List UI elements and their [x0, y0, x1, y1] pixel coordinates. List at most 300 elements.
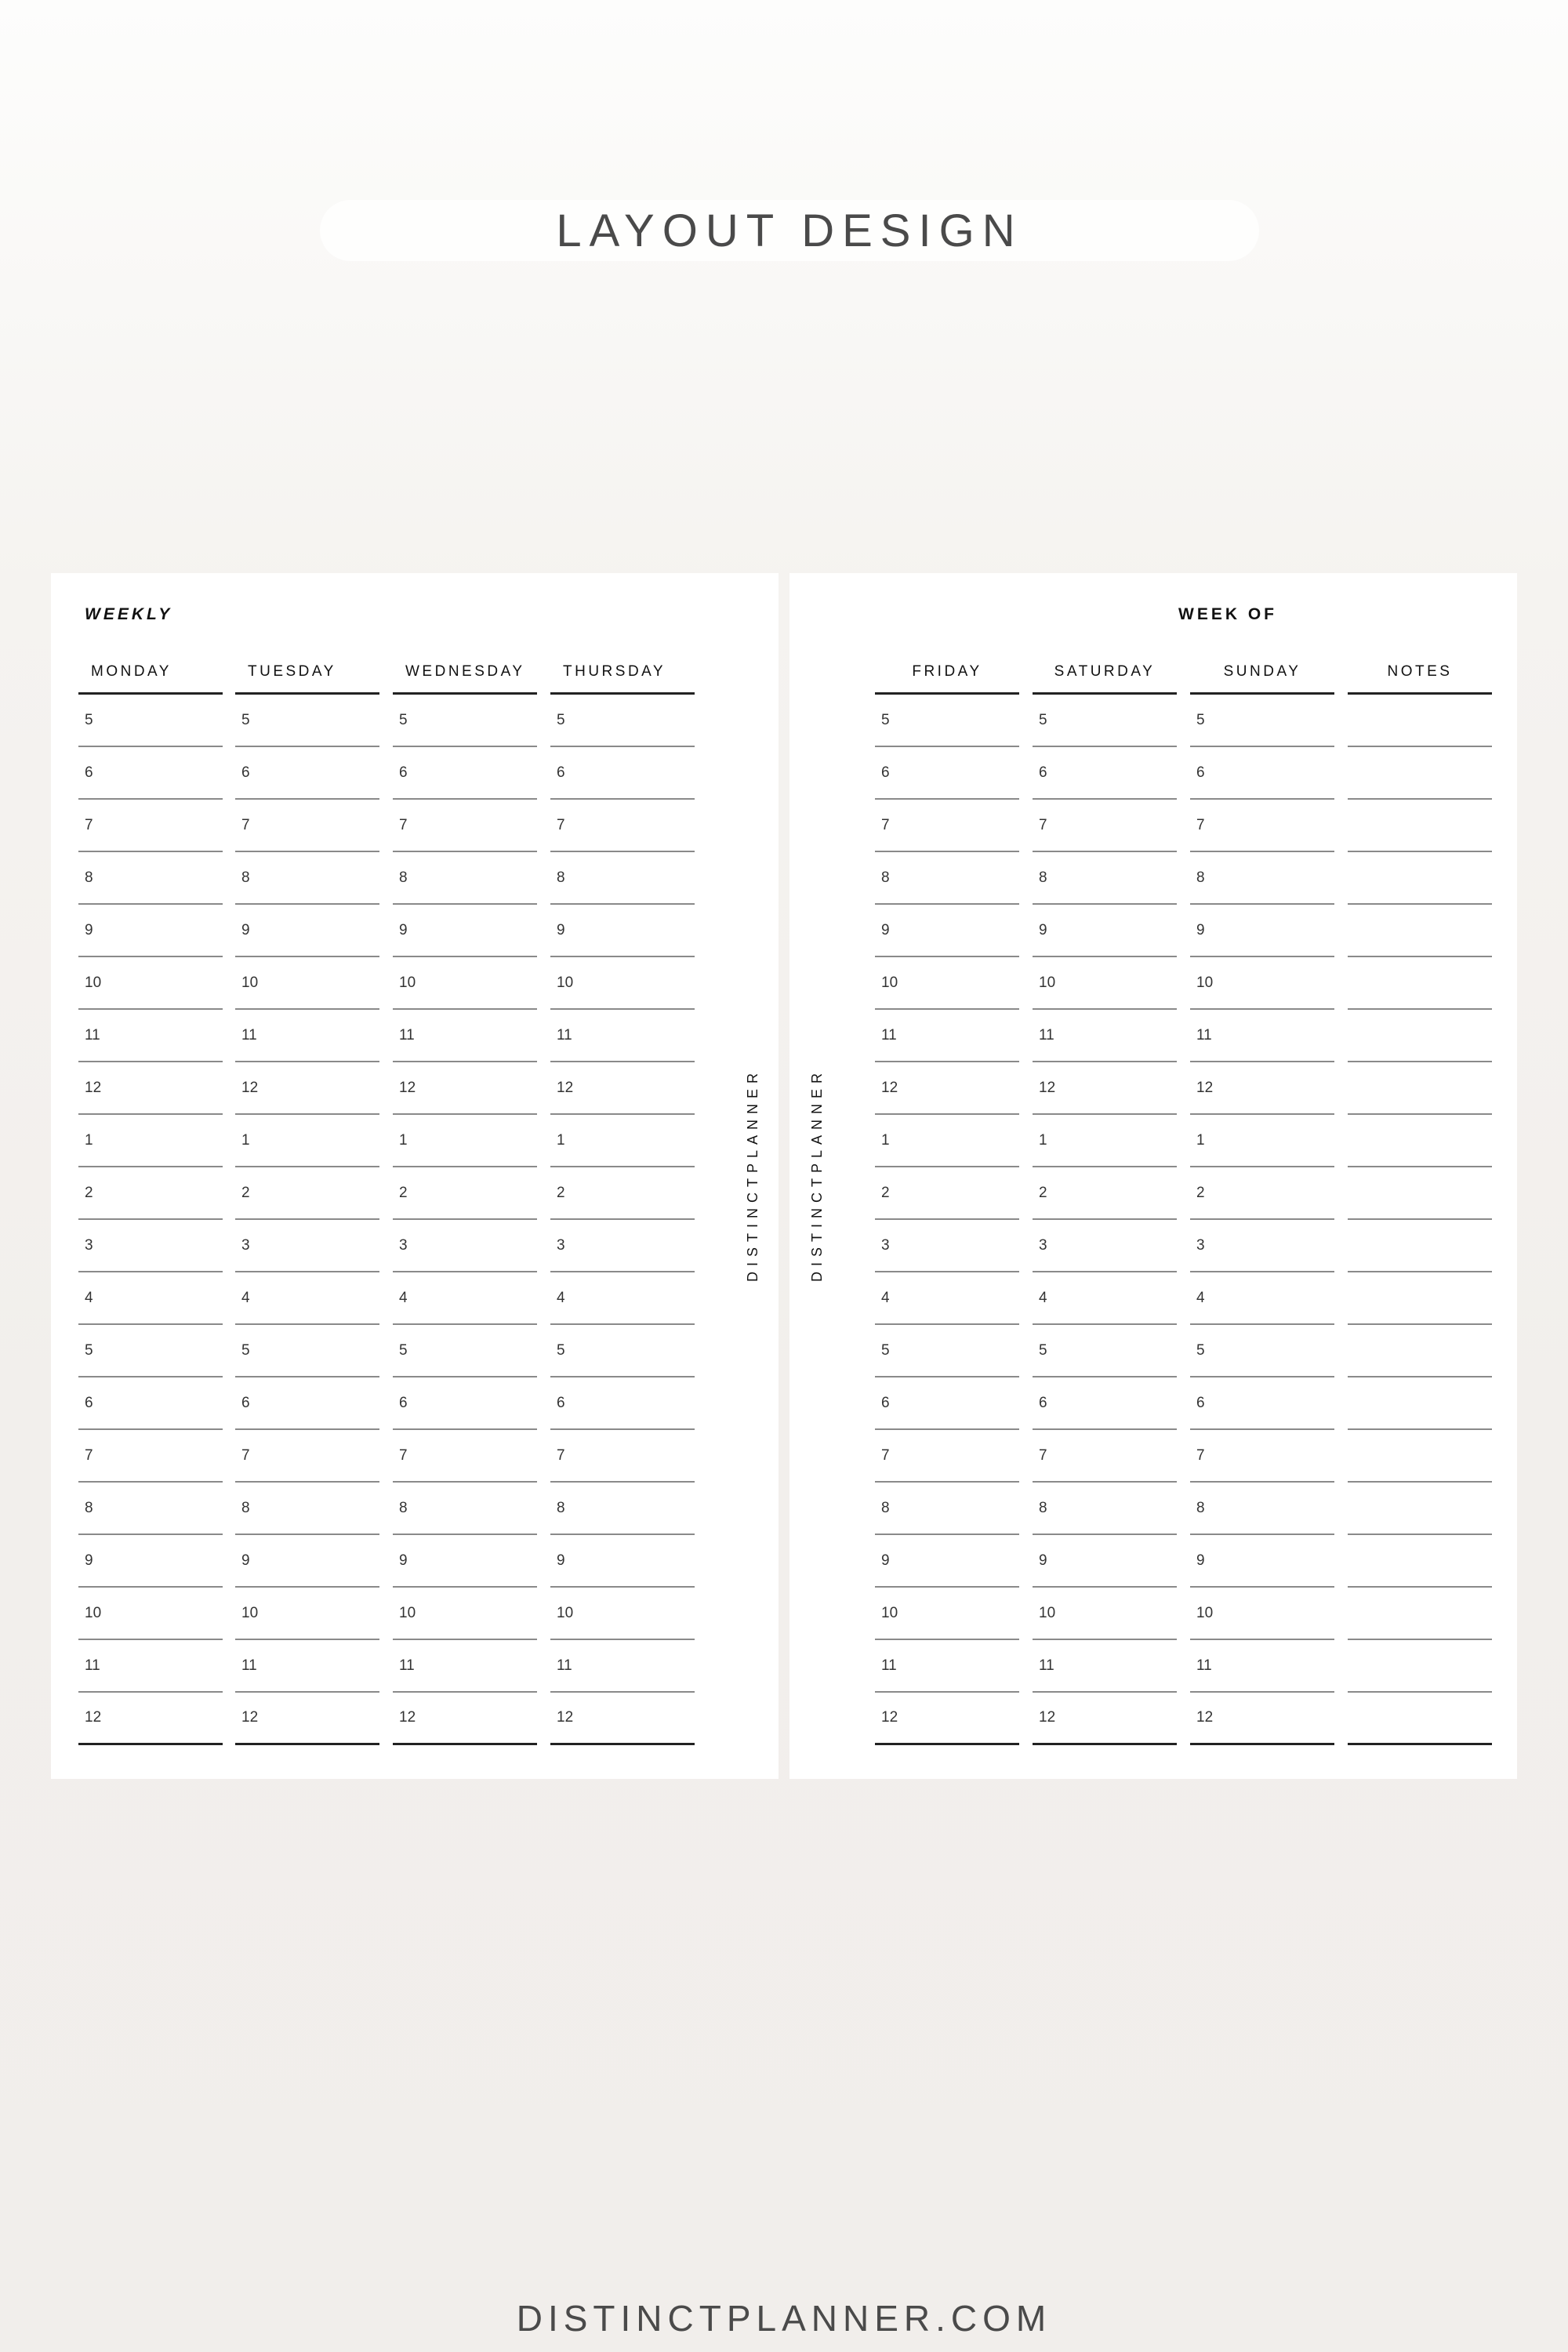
- hour-row[interactable]: [1033, 1220, 1177, 1272]
- hour-label: 5: [399, 711, 408, 728]
- hour-label: 5: [1196, 1341, 1205, 1359]
- hour-row[interactable]: [78, 1483, 223, 1535]
- hour-label: 5: [1196, 711, 1205, 728]
- hour-label: 11: [557, 1026, 572, 1044]
- hour-row[interactable]: [1033, 1588, 1177, 1640]
- hour-row[interactable]: [393, 1377, 537, 1430]
- hour-label: 7: [241, 1446, 250, 1464]
- hour-label: 9: [1196, 1552, 1205, 1569]
- hour-row[interactable]: [550, 1010, 695, 1062]
- hour-label: 5: [881, 1341, 890, 1359]
- hour-row[interactable]: [550, 1167, 695, 1220]
- hour-row[interactable]: [1190, 1062, 1334, 1115]
- hour-label: 2: [399, 1184, 408, 1201]
- hour-row[interactable]: [393, 747, 537, 800]
- hour-label: 11: [1196, 1026, 1212, 1044]
- hour-row[interactable]: [875, 1535, 1019, 1588]
- hour-row[interactable]: [875, 852, 1019, 905]
- notes-line[interactable]: [1348, 800, 1492, 852]
- hour-label: 12: [881, 1079, 898, 1096]
- hour-row[interactable]: [1190, 747, 1334, 800]
- hour-row[interactable]: [1033, 1693, 1177, 1745]
- notes-line[interactable]: [1348, 747, 1492, 800]
- notes-line[interactable]: [1348, 1483, 1492, 1535]
- hour-row[interactable]: [235, 957, 379, 1010]
- hour-row[interactable]: [235, 852, 379, 905]
- hour-label: 12: [241, 1079, 259, 1096]
- sunday-column: [1190, 651, 1334, 1745]
- hour-label: 10: [881, 974, 898, 991]
- saturday-column: [1033, 651, 1177, 1745]
- hour-label: 10: [241, 1604, 259, 1621]
- hour-row[interactable]: [875, 905, 1019, 957]
- hour-label: 11: [241, 1026, 257, 1044]
- notes-line[interactable]: [1348, 1062, 1492, 1115]
- hour-row[interactable]: [875, 1483, 1019, 1535]
- hour-label: 9: [881, 921, 890, 938]
- hour-label: 8: [881, 869, 890, 886]
- hour-label: 12: [1196, 1709, 1214, 1726]
- hour-row[interactable]: [1190, 957, 1334, 1010]
- hour-label: 1: [1196, 1131, 1205, 1149]
- hour-label: 8: [399, 1499, 408, 1516]
- hour-label: 2: [1039, 1184, 1047, 1201]
- friday-column: [875, 651, 1019, 1745]
- hour-label: 10: [1196, 974, 1214, 991]
- notes-line[interactable]: [1348, 905, 1492, 957]
- hour-label: 6: [557, 1394, 565, 1411]
- hour-label: 5: [241, 1341, 250, 1359]
- hour-row[interactable]: [235, 1588, 379, 1640]
- hour-row[interactable]: [235, 1693, 379, 1745]
- hour-row[interactable]: [235, 695, 379, 747]
- hour-row[interactable]: [78, 957, 223, 1010]
- wednesday-column: [393, 651, 537, 1745]
- wednesday-header: WEDNESDAY: [393, 651, 537, 695]
- hour-label: 3: [881, 1236, 890, 1254]
- hour-row[interactable]: [875, 1325, 1019, 1377]
- hour-row[interactable]: [78, 1377, 223, 1430]
- hour-label: 11: [881, 1657, 897, 1674]
- hour-row[interactable]: [1033, 695, 1177, 747]
- website-footer: DISTINCTPLANNER.COM: [516, 2298, 1052, 2339]
- hour-label: 8: [399, 869, 408, 886]
- hour-label: 4: [557, 1289, 565, 1306]
- hour-label: 7: [1196, 1446, 1205, 1464]
- hour-label: 5: [881, 711, 890, 728]
- hour-label: 8: [1196, 1499, 1205, 1516]
- hour-label: 7: [881, 816, 890, 833]
- hour-row[interactable]: [1033, 1167, 1177, 1220]
- hour-row[interactable]: [1033, 1535, 1177, 1588]
- hour-row[interactable]: [393, 1588, 537, 1640]
- hour-label: 10: [1196, 1604, 1214, 1621]
- hour-row[interactable]: [393, 1062, 537, 1115]
- hour-row[interactable]: [550, 1430, 695, 1483]
- hour-row[interactable]: [393, 1693, 537, 1745]
- hour-row[interactable]: [550, 800, 695, 852]
- hour-row[interactable]: [1033, 1483, 1177, 1535]
- hour-label: 9: [241, 921, 250, 938]
- hour-row[interactable]: [78, 1693, 223, 1745]
- hour-label: 12: [85, 1079, 102, 1096]
- hour-row[interactable]: [393, 695, 537, 747]
- hour-label: 4: [1039, 1289, 1047, 1306]
- hour-label: 7: [241, 816, 250, 833]
- hour-row[interactable]: [235, 1430, 379, 1483]
- hour-label: 9: [399, 921, 408, 938]
- hour-row[interactable]: [235, 800, 379, 852]
- hour-row[interactable]: [875, 1220, 1019, 1272]
- hour-label: 5: [399, 1341, 408, 1359]
- hour-label: 6: [881, 764, 890, 781]
- hour-row[interactable]: [78, 1430, 223, 1483]
- friday-header: FRIDAY: [875, 651, 1019, 695]
- left-side-brand: [742, 1061, 765, 1288]
- hour-row[interactable]: [78, 1588, 223, 1640]
- hour-row[interactable]: [875, 1062, 1019, 1115]
- hour-label: 6: [85, 764, 93, 781]
- hour-row[interactable]: [1033, 957, 1177, 1010]
- hour-row[interactable]: [78, 1010, 223, 1062]
- hour-row[interactable]: [78, 1167, 223, 1220]
- hour-row[interactable]: [78, 695, 223, 747]
- hour-row[interactable]: [393, 1167, 537, 1220]
- hour-row[interactable]: [1190, 1483, 1334, 1535]
- hour-row[interactable]: [78, 1220, 223, 1272]
- thursday-column: [550, 651, 695, 1745]
- monday-header: MONDAY: [78, 651, 223, 695]
- hour-row[interactable]: [78, 1535, 223, 1588]
- hour-label: 1: [881, 1131, 890, 1149]
- notes-line[interactable]: [1348, 1010, 1492, 1062]
- hour-row[interactable]: [1033, 1010, 1177, 1062]
- hour-row[interactable]: [235, 1062, 379, 1115]
- hour-label: 12: [85, 1709, 102, 1726]
- hour-label: 12: [557, 1709, 574, 1726]
- hour-row[interactable]: [393, 1483, 537, 1535]
- notes-line[interactable]: [1348, 957, 1492, 1010]
- hour-row[interactable]: [1033, 1325, 1177, 1377]
- hour-row[interactable]: [393, 852, 537, 905]
- hour-row[interactable]: [550, 852, 695, 905]
- hour-row[interactable]: [235, 1115, 379, 1167]
- notes-column: [1348, 651, 1492, 1745]
- notes-line[interactable]: [1348, 1220, 1492, 1272]
- hour-row[interactable]: [1033, 1430, 1177, 1483]
- hour-row[interactable]: [550, 1220, 695, 1272]
- hour-row[interactable]: [550, 1535, 695, 1588]
- hour-row[interactable]: [1033, 905, 1177, 957]
- hour-row[interactable]: [393, 1535, 537, 1588]
- notes-line[interactable]: [1348, 1588, 1492, 1640]
- sunday-header: SUNDAY: [1190, 651, 1334, 695]
- hour-row[interactable]: [78, 800, 223, 852]
- side-brand-text: DISTINCTPLANNER: [809, 1067, 826, 1282]
- hour-label: 12: [557, 1079, 574, 1096]
- hour-label: 4: [399, 1289, 408, 1306]
- notes-line[interactable]: [1348, 1167, 1492, 1220]
- hour-label: 8: [1039, 869, 1047, 886]
- hour-row[interactable]: [875, 1115, 1019, 1167]
- hour-row[interactable]: [235, 1010, 379, 1062]
- hour-row[interactable]: [393, 800, 537, 852]
- hour-row[interactable]: [235, 747, 379, 800]
- hour-row[interactable]: [393, 1430, 537, 1483]
- hour-label: 10: [241, 974, 259, 991]
- hour-row[interactable]: [550, 695, 695, 747]
- hour-row[interactable]: [1190, 800, 1334, 852]
- hour-label: 5: [241, 711, 250, 728]
- hour-label: 6: [399, 764, 408, 781]
- hour-row[interactable]: [393, 1115, 537, 1167]
- hour-label: 9: [881, 1552, 890, 1569]
- hour-label: 7: [85, 1446, 93, 1464]
- hour-label: 7: [399, 816, 408, 833]
- hour-label: 6: [1039, 1394, 1047, 1411]
- hour-label: 11: [241, 1657, 257, 1674]
- hour-label: 11: [1196, 1657, 1212, 1674]
- hour-row[interactable]: [550, 1483, 695, 1535]
- hour-row[interactable]: [875, 1693, 1019, 1745]
- hour-row[interactable]: [875, 1272, 1019, 1325]
- weekly-title: WEEKLY: [85, 605, 173, 623]
- hour-label: 9: [1196, 921, 1205, 938]
- hour-row[interactable]: [1033, 747, 1177, 800]
- hour-row[interactable]: [235, 1377, 379, 1430]
- hour-row[interactable]: [393, 1325, 537, 1377]
- notes-header: NOTES: [1348, 651, 1492, 695]
- hour-row[interactable]: [393, 1010, 537, 1062]
- hour-label: 7: [1039, 1446, 1047, 1464]
- hour-label: 8: [881, 1499, 890, 1516]
- hour-row[interactable]: [1190, 1640, 1334, 1693]
- hour-label: 3: [399, 1236, 408, 1254]
- hour-row[interactable]: [875, 800, 1019, 852]
- hour-label: 6: [1196, 1394, 1205, 1411]
- hour-row[interactable]: [550, 905, 695, 957]
- hour-row[interactable]: [235, 1272, 379, 1325]
- hour-row[interactable]: [875, 747, 1019, 800]
- hour-label: 4: [241, 1289, 250, 1306]
- hour-row[interactable]: [875, 1377, 1019, 1430]
- right-side-brand: [806, 1061, 829, 1288]
- hour-row[interactable]: [78, 1640, 223, 1693]
- hour-row[interactable]: [1033, 1272, 1177, 1325]
- hour-label: 7: [1039, 816, 1047, 833]
- hour-row[interactable]: [393, 1220, 537, 1272]
- notes-line[interactable]: [1348, 1377, 1492, 1430]
- hour-label: 3: [557, 1236, 565, 1254]
- hour-label: 7: [399, 1446, 408, 1464]
- hour-label: 6: [1196, 764, 1205, 781]
- hour-label: 5: [1039, 1341, 1047, 1359]
- hour-label: 8: [241, 869, 250, 886]
- notes-line[interactable]: [1348, 1272, 1492, 1325]
- hour-label: 11: [1039, 1657, 1054, 1674]
- hour-row[interactable]: [78, 747, 223, 800]
- hour-label: 10: [399, 974, 416, 991]
- hour-row[interactable]: [550, 1272, 695, 1325]
- hour-row[interactable]: [78, 852, 223, 905]
- hour-label: 7: [557, 816, 565, 833]
- hour-row[interactable]: [78, 1115, 223, 1167]
- hour-label: 10: [1039, 974, 1056, 991]
- hour-row[interactable]: [1190, 1430, 1334, 1483]
- hour-label: 1: [85, 1131, 93, 1149]
- hour-row[interactable]: [550, 1062, 695, 1115]
- hour-row[interactable]: [393, 1272, 537, 1325]
- hour-label: 7: [1196, 816, 1205, 833]
- hour-row[interactable]: [78, 1062, 223, 1115]
- hour-row[interactable]: [1190, 852, 1334, 905]
- hour-row[interactable]: [1190, 905, 1334, 957]
- hour-row[interactable]: [1190, 1167, 1334, 1220]
- tuesday-header: TUESDAY: [235, 651, 379, 695]
- hour-label: 3: [85, 1236, 93, 1254]
- hour-row[interactable]: [78, 905, 223, 957]
- hour-row[interactable]: [393, 1640, 537, 1693]
- hour-row[interactable]: [78, 1272, 223, 1325]
- hour-row[interactable]: [875, 957, 1019, 1010]
- week-of-label: WEEK OF: [1178, 605, 1277, 623]
- hour-row[interactable]: [1190, 1325, 1334, 1377]
- hour-label: 9: [557, 921, 565, 938]
- tuesday-column: [235, 651, 379, 1745]
- hour-row[interactable]: [235, 905, 379, 957]
- hour-label: 6: [881, 1394, 890, 1411]
- hour-row[interactable]: [550, 957, 695, 1010]
- hour-label: 6: [1039, 764, 1047, 781]
- hour-label: 1: [241, 1131, 250, 1149]
- hour-row[interactable]: [393, 905, 537, 957]
- title-banner: [320, 200, 1259, 261]
- notes-line[interactable]: [1348, 695, 1492, 747]
- side-brand-text: DISTINCTPLANNER: [745, 1067, 761, 1282]
- hour-row[interactable]: [550, 1640, 695, 1693]
- hour-row[interactable]: [550, 1377, 695, 1430]
- notes-line[interactable]: [1348, 1693, 1492, 1745]
- hour-row[interactable]: [875, 1430, 1019, 1483]
- hour-label: 6: [85, 1394, 93, 1411]
- hour-label: 12: [399, 1079, 416, 1096]
- hour-row[interactable]: [235, 1167, 379, 1220]
- notes-line[interactable]: [1348, 1325, 1492, 1377]
- hour-row[interactable]: [1190, 695, 1334, 747]
- hour-label: 8: [241, 1499, 250, 1516]
- hour-label: 10: [1039, 1604, 1056, 1621]
- hour-label: 10: [399, 1604, 416, 1621]
- hour-row[interactable]: [550, 1325, 695, 1377]
- notes-line[interactable]: [1348, 1115, 1492, 1167]
- hour-row[interactable]: [393, 957, 537, 1010]
- hour-row[interactable]: [1033, 1640, 1177, 1693]
- hour-row[interactable]: [235, 1325, 379, 1377]
- hour-row[interactable]: [1190, 1272, 1334, 1325]
- hour-label: 5: [85, 1341, 93, 1359]
- hour-label: 2: [881, 1184, 890, 1201]
- hour-label: 5: [85, 711, 93, 728]
- hour-row[interactable]: [550, 1693, 695, 1745]
- hour-row[interactable]: [235, 1483, 379, 1535]
- hour-row[interactable]: [1190, 1535, 1334, 1588]
- hour-label: 6: [557, 764, 565, 781]
- notes-line[interactable]: [1348, 852, 1492, 905]
- hour-label: 9: [85, 921, 93, 938]
- hour-row[interactable]: [875, 1640, 1019, 1693]
- hour-label: 6: [241, 764, 250, 781]
- hour-label: 9: [557, 1552, 565, 1569]
- hour-row[interactable]: [1033, 1377, 1177, 1430]
- hour-row[interactable]: [875, 1588, 1019, 1640]
- hour-row[interactable]: [875, 1010, 1019, 1062]
- hour-row[interactable]: [1033, 1062, 1177, 1115]
- hour-label: 6: [399, 1394, 408, 1411]
- hour-label: 9: [1039, 921, 1047, 938]
- hour-label: 12: [1039, 1079, 1056, 1096]
- hour-label: 5: [557, 711, 565, 728]
- monday-column: [78, 651, 223, 1745]
- hour-label: 3: [1196, 1236, 1205, 1254]
- hour-label: 10: [557, 1604, 574, 1621]
- hour-label: 12: [1196, 1079, 1214, 1096]
- hour-label: 11: [85, 1026, 100, 1044]
- hour-label: 12: [399, 1709, 416, 1726]
- hour-row[interactable]: [78, 1325, 223, 1377]
- hour-label: 11: [399, 1026, 415, 1044]
- hour-label: 8: [1039, 1499, 1047, 1516]
- thursday-header: THURSDAY: [550, 651, 695, 695]
- notes-line[interactable]: [1348, 1535, 1492, 1588]
- hour-row[interactable]: [1190, 1693, 1334, 1745]
- hour-row[interactable]: [550, 1588, 695, 1640]
- hour-row[interactable]: [875, 695, 1019, 747]
- hour-label: 2: [241, 1184, 250, 1201]
- hour-row[interactable]: [235, 1220, 379, 1272]
- hour-label: 11: [881, 1026, 897, 1044]
- saturday-header: SATURDAY: [1033, 651, 1177, 695]
- hour-row[interactable]: [1033, 800, 1177, 852]
- notes-line[interactable]: [1348, 1430, 1492, 1483]
- page-title: LAYOUT DESIGN: [556, 205, 1023, 256]
- hour-row[interactable]: [235, 1535, 379, 1588]
- notes-line[interactable]: [1348, 1640, 1492, 1693]
- hour-label: 9: [1039, 1552, 1047, 1569]
- hour-label: 7: [881, 1446, 890, 1464]
- hour-row[interactable]: [1190, 1588, 1334, 1640]
- hour-label: 10: [85, 974, 102, 991]
- hour-row[interactable]: [875, 1167, 1019, 1220]
- hour-label: 10: [881, 1604, 898, 1621]
- hour-label: 8: [1196, 869, 1205, 886]
- hour-label: 1: [399, 1131, 408, 1149]
- hour-row[interactable]: [1033, 1115, 1177, 1167]
- hour-label: 12: [1039, 1709, 1056, 1726]
- hour-label: 2: [1196, 1184, 1205, 1201]
- hour-row[interactable]: [1190, 1010, 1334, 1062]
- hour-label: 8: [85, 1499, 93, 1516]
- hour-row[interactable]: [1190, 1220, 1334, 1272]
- hour-label: 5: [557, 1341, 565, 1359]
- hour-label: 11: [557, 1657, 572, 1674]
- hour-row[interactable]: [550, 747, 695, 800]
- hour-row[interactable]: [1190, 1377, 1334, 1430]
- hour-row[interactable]: [550, 1115, 695, 1167]
- hour-row[interactable]: [235, 1640, 379, 1693]
- hour-row[interactable]: [1190, 1115, 1334, 1167]
- hour-row[interactable]: [1033, 852, 1177, 905]
- hour-label: 4: [881, 1289, 890, 1306]
